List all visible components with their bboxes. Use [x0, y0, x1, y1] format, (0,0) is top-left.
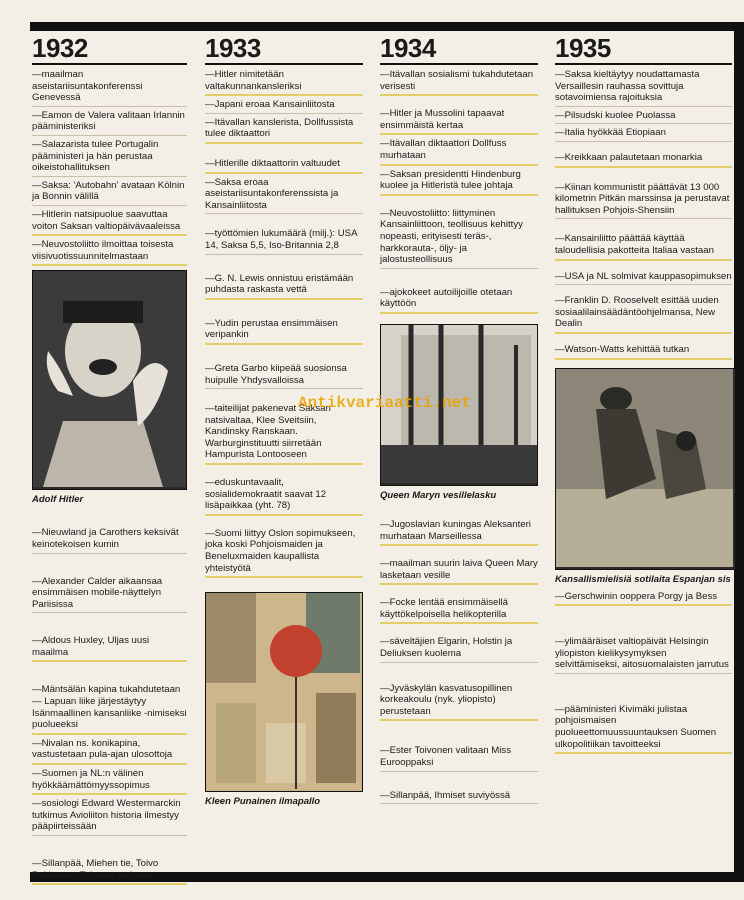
timeline-entry: —työttömien lukumäärä (milj.): USA 14, Saksa 5,5, Iso-Britannia 2,8	[205, 228, 363, 254]
timeline-entry: —Yudin perustaa ensimmäisen veripankin	[205, 318, 363, 345]
timeline-entry: —Alexander Calder aikaansaa ensimmäisen mobile-näyttelyn Pariisissa	[32, 576, 187, 614]
timeline-entry: —Jyväskylän kasvatusopillinen korkeakoulu (nyk. yliopisto) perustetaan	[380, 683, 538, 722]
timeline-entry: —Saksan presidentti Hindenburg kuolee ja Hitleristä tulee johtaja	[380, 169, 538, 196]
photo-caption: Adolf Hitler	[32, 494, 84, 506]
timeline-entry: —Ester Toivonen valitaan Miss Eurooppaksi	[380, 745, 538, 771]
photo-caption: Queen Maryn vesillelasku	[380, 489, 497, 501]
timeline-entry: —Itävallan diktaattori Dollfuss murhataan	[380, 138, 538, 165]
timeline-entry: —Pilsudski kuolee Puolassa	[555, 110, 732, 125]
timeline-entry: —ajokokeet autoilijoille otetaan käyttöön	[380, 287, 538, 314]
portrait-illustration	[33, 271, 186, 487]
timeline-entry: —ylimääräiset valtiopäivät Helsingin yliopiston kielikysymyksen selvittämiseksi, aitosuomalaisten jarrutus	[555, 636, 732, 674]
top-rule	[30, 22, 744, 31]
timeline-entry: —Suomen ja NL:n välinen hyökkäämättömyyssopimus	[32, 768, 187, 795]
timeline-entry: —Hitlerille diktaattorin valtuudet	[205, 158, 363, 174]
klee-painting	[205, 592, 363, 792]
timeline-entry: —Salazarista tulee Portugalin pääministeri ja hän perustaa oikeistohallituksen	[32, 139, 187, 177]
timeline-entry: —Saksa kieltäytyy noudattamasta Versaillesin rauhassa sovittuja sotavoimiensa rajoituksia	[555, 69, 732, 107]
timeline-entry: —Watson-Watts kehittää tutkan	[555, 344, 732, 360]
timeline-entry: —Hitler ja Mussolini tapaavat ensimmäistä kertaa	[380, 108, 538, 135]
timeline-entry: —G. N. Lewis onnistuu eristämään puhdasta raskasta vettä	[205, 273, 363, 300]
year-heading: 1935	[555, 33, 732, 65]
watermark: Antikvariaatti.net	[298, 394, 471, 412]
timeline-entry: —Hitlerin natsipuolue saavuttaa voiton Saksan valtiopäivävaaleissa	[32, 209, 187, 236]
timeline-entry: —Nivalan ns. konikapina, vastustetaan pula-ajan ulosottoja	[32, 738, 187, 765]
timeline-entry: —Saksa: 'Autobahn' avataan Kölnin ja Bonnin välillä	[32, 180, 187, 206]
timeline-entry: —Itävallan kanslerista, Dollfussista tulee diktaattori	[205, 117, 363, 144]
timeline-entry: —Itävallan sosialismi tukahdutetaan verisesti	[380, 69, 538, 96]
year-heading: 1933	[205, 33, 363, 65]
timeline-entry: —Nieuwland ja Carothers keksivät keinotekoisen kumin	[32, 527, 187, 553]
timeline-entry: —taiteilijat pakenevat Saksan natsivaltaa, Klee Sveitsiin, Kandinsky Ranskaan. Warburginstituutti siirretään Hampurista Lontooseen	[205, 403, 363, 465]
timeline-entry: —sosiologi Edward Westermarckin tutkimus Avioliiton historia ilmestyy pääpiirteissään	[32, 798, 187, 836]
column-1932	[32, 33, 187, 888]
year-heading: 1932	[32, 33, 187, 65]
timeline-entry: —Gerschwinin ooppera Porgy ja Bess	[555, 591, 732, 607]
timeline-entry: —Kansainliitto päättää käyttää taloudellisia pakotteita Italiaa vastaan	[555, 233, 732, 260]
timeline-entry: —Franklin D. Rooselvelt esittää uuden sosiaalilainsäädäntöohjelmansa, New Dealin	[555, 295, 732, 334]
timeline-entry: —Neuvostoliitto: liittyminen Kansainliittoon, teollisuus kehittyy nopeasti, erityisesti teräs-, harkkorauta-, öljy- ja jalostusteollisuus	[380, 208, 538, 269]
timeline-entry: —maailman aseistariisuntakonferenssi Genevessä	[32, 69, 187, 107]
timeline-entry: —Neuvostoliitto ilmoittaa toisesta viisivuotissuunnitelmastaan	[32, 239, 187, 266]
photo-caption: Kansallismielisiä sotilaita Espanjan sis	[555, 573, 731, 585]
timeline-entry: —Jugoslavian kuningas Aleksanteri murhataan Marseillessa	[380, 519, 538, 546]
timeline-entry: —Kiinan kommunistit päättävät 13 000 kilometrin Pitkän marssinsa ja perustavat hallituksen Pohjois-Shensiin	[555, 182, 732, 220]
timeline-entry: —Suomi liittyy Oslon sopimukseen, joka koski Pohjoismaiden ja Beneluxmaiden kaupallista yhteistyötä	[205, 528, 363, 578]
photo-caption: Kleen Punainen ilmapallo	[205, 796, 321, 808]
timeline-entry: —USA ja NL solmivat kauppasopimuksen	[555, 271, 732, 286]
timeline-entry: —Greta Garbo kiipeää suosionsa huipulle Yhdysvalloissa	[205, 363, 363, 389]
column-1934	[380, 33, 538, 807]
timeline-entry: —Japani eroaa Kansainliitosta	[205, 99, 363, 114]
timeline-entry: —Hitler nimitetään valtakunnankansleriksi	[205, 69, 363, 96]
column-1933	[205, 33, 363, 813]
timeline-entry: —Aldous Huxley, Uljas uusi maailma	[32, 635, 187, 662]
timeline-entry: —Saksa eroaa aseistariisuntakonferenssista ja Kansainliitosta	[205, 177, 363, 215]
column-1935	[555, 33, 732, 757]
timeline-entry: —Italia hyökkää Etiopiaan	[555, 127, 732, 142]
timeline-entry: —pääministeri Kivimäki julistaa pohjoismaisen puolueettomuussuuntauksen Suomen ulkopolitiikan tavoitteeksi	[555, 704, 732, 754]
year-heading: 1934	[380, 33, 538, 65]
soldiers-photo	[555, 368, 736, 570]
timeline-entry: —Sillanpää, Miehen tie, Toivo Pekkanen, Tehtaan varjossa	[32, 858, 187, 885]
timeline-entry: —eduskuntavaalit, sosialidemokraatit saavat 12 lisäpaikkaa (yht. 78)	[205, 477, 363, 516]
timeline-entry: —säveltäjien Elgarin, Holstin ja Deliuksen kuolema	[380, 636, 538, 662]
painting-illustration	[206, 593, 360, 789]
soldiers-illustration	[556, 369, 733, 567]
timeline-entry: —Focke lentää ensimmäisellä käyttökelpoisella helikopterilla	[380, 597, 538, 624]
timeline-entry: —Sillanpää, Ihmiset suviyössä	[380, 790, 538, 805]
timeline-entry: —maailman suurin laiva Queen Mary lasketaan vesille	[380, 558, 538, 585]
timeline-entry: —Eamon de Valera valitaan Irlannin pääministeriksi	[32, 110, 187, 136]
timeline-entry: —Mäntsälän kapina tukahdutetaan — Lapuan liike järjestäytyy Isänmaallinen kansanliike -nimiseksi puolueeksi	[32, 684, 187, 734]
timeline-entry: —Kreikkaan palautetaan monarkia	[555, 152, 732, 168]
hitler-photo	[32, 270, 187, 490]
